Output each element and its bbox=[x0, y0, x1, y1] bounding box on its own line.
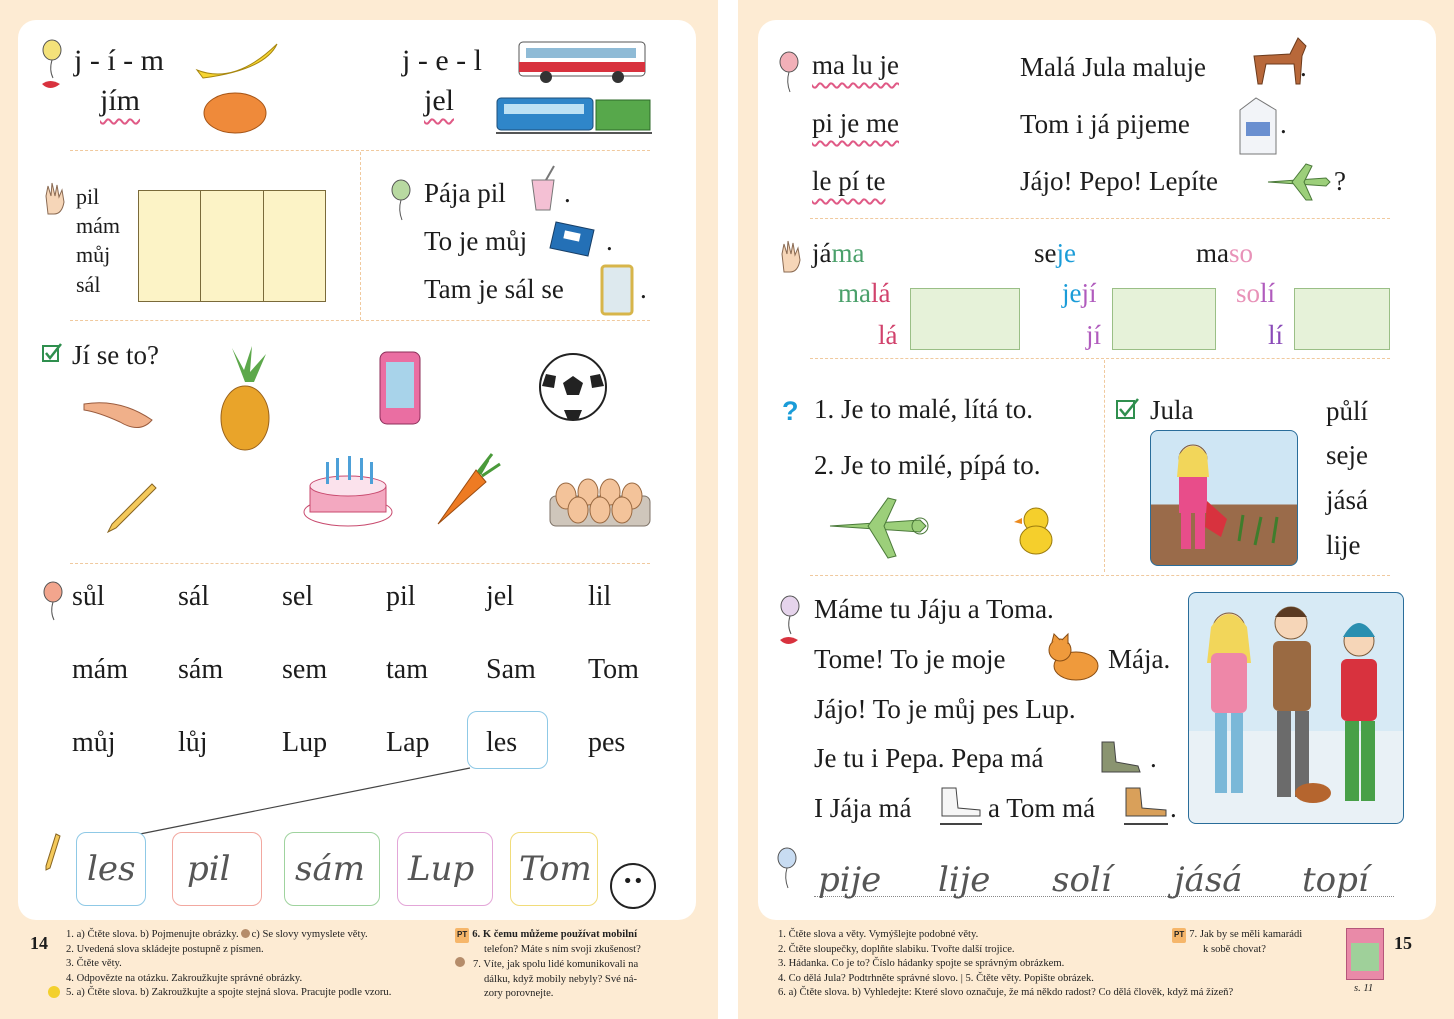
word-jim: jím bbox=[100, 84, 141, 117]
grid-word[interactable]: lůj bbox=[178, 727, 208, 758]
instruction-line: 2. Uvedená slova skládejte postupně z písmen. bbox=[66, 943, 264, 955]
cursive-box[interactable] bbox=[510, 832, 598, 906]
cursive-word: pil bbox=[187, 849, 231, 889]
cursive-box[interactable] bbox=[76, 832, 146, 906]
pt-badge: PT bbox=[1172, 928, 1186, 943]
checkbox-icon bbox=[1116, 398, 1140, 422]
cake-image[interactable] bbox=[302, 454, 394, 530]
hand-word: pil bbox=[76, 184, 100, 209]
syllable-colored: lá bbox=[871, 278, 891, 308]
smiley-icon[interactable]: •• bbox=[610, 863, 656, 909]
syllable-colored: lí bbox=[1260, 278, 1276, 308]
grid-word[interactable]: můj bbox=[72, 727, 116, 758]
instruction-line: 7. Víte, jak spolu lidé komunikovali na bbox=[473, 959, 639, 970]
hand-icon bbox=[42, 180, 66, 216]
column-bottom: lí bbox=[1268, 320, 1284, 350]
word-jel: jel bbox=[424, 84, 454, 117]
notebook-image bbox=[550, 218, 602, 258]
instruction-line: 4. Odpovězte na otázku. Zakroužkujte správné obrázky. bbox=[66, 972, 303, 984]
grid-word[interactable]: lil bbox=[588, 581, 612, 612]
instruction-line: 6. a) Čtěte slova. b) Vyhledejte: Které slovo označuje, že má někdo radost? Co dělá člověk, když má žízeň? bbox=[778, 987, 1234, 998]
syllable-colored: ma bbox=[831, 238, 865, 268]
side-instructions bbox=[1172, 928, 1342, 957]
face-icon bbox=[241, 929, 250, 938]
pineapple-image[interactable] bbox=[216, 346, 274, 452]
instruction-line: 6. K čemu můžeme používat mobilní bbox=[472, 929, 638, 940]
syllable-word: pi je me bbox=[812, 108, 899, 138]
thumbnail-art bbox=[1351, 943, 1379, 971]
fill-in-box[interactable] bbox=[1112, 288, 1216, 350]
ice-skates-image bbox=[936, 786, 986, 828]
story-line: Je tu i Pepa. Pepa má bbox=[814, 743, 1044, 773]
smiley-small-icon bbox=[48, 986, 60, 998]
balloon-icon bbox=[40, 40, 66, 96]
instruction-line: 4. Co dělá Jula? Podtrhněte správné slovo. | 5. Čtěte věty. Popište obrázek. bbox=[778, 972, 1094, 984]
divider bbox=[810, 218, 1390, 219]
mirror-image bbox=[600, 264, 634, 316]
instruction-line: telefon? Máte s ním svoji zkušenost? bbox=[484, 943, 641, 955]
period: . bbox=[1300, 52, 1307, 82]
syllable-colored: je bbox=[1056, 238, 1076, 268]
divider bbox=[360, 152, 361, 320]
cursive-word: Lup bbox=[408, 849, 475, 889]
grid-word[interactable]: pil bbox=[386, 581, 416, 612]
verb-option[interactable]: lije bbox=[1326, 530, 1361, 560]
period: . bbox=[564, 178, 571, 208]
milkshake-image bbox=[528, 166, 558, 214]
verb-option[interactable]: jásá bbox=[1326, 485, 1368, 515]
syllable-word: ma lu je bbox=[812, 50, 899, 80]
cursive-word: lije bbox=[938, 860, 991, 900]
column-top bbox=[1034, 240, 1076, 267]
boots-image bbox=[1098, 738, 1146, 776]
instruction-line: dálku, když mobily nebyly? Své ná- bbox=[484, 973, 637, 985]
period: . bbox=[1280, 109, 1287, 139]
checkbox-icon bbox=[42, 343, 62, 363]
page-number: 14 bbox=[30, 933, 48, 953]
instruction-line: 3. Hádanka. Co je to? Číslo hádanky spojte se správným obrázkem. bbox=[778, 958, 1065, 969]
banana-image bbox=[195, 40, 285, 85]
instruction-line: c) Se slovy vymyslete věty. bbox=[251, 929, 368, 940]
connector-line bbox=[0, 0, 1, 1]
cursive-word: sám bbox=[295, 849, 365, 889]
divider bbox=[70, 563, 650, 564]
cursive-word: jásá bbox=[1174, 860, 1243, 900]
period: . bbox=[640, 274, 647, 304]
airplane-image[interactable] bbox=[828, 496, 928, 560]
instruction-line: 3. Čtěte věty. bbox=[66, 958, 122, 969]
cat-image bbox=[1046, 632, 1106, 684]
column-mid bbox=[1062, 280, 1097, 307]
divider bbox=[70, 320, 650, 321]
divider bbox=[810, 358, 1390, 359]
grid-word[interactable]: Lap bbox=[386, 727, 430, 758]
grid-word[interactable]: sůl bbox=[72, 581, 105, 612]
balloon-icon bbox=[776, 848, 798, 892]
question: Jí se to? bbox=[72, 340, 159, 370]
grid-word[interactable]: pes bbox=[588, 727, 626, 758]
letter-grid[interactable] bbox=[138, 190, 326, 302]
jula-label: Jula bbox=[1150, 395, 1194, 425]
cursive-word: solí bbox=[1052, 860, 1112, 900]
tram-image bbox=[496, 96, 652, 136]
syllable-word: le pí te bbox=[812, 166, 886, 196]
grid-word[interactable]: sál bbox=[178, 581, 210, 612]
bun-image bbox=[202, 92, 268, 134]
page-reference: s. 11 bbox=[1354, 983, 1374, 994]
cursive-box[interactable] bbox=[172, 832, 262, 906]
riddle-icon: ? bbox=[782, 396, 799, 426]
pencil-icon bbox=[44, 832, 62, 872]
verb-option[interactable]: půlí bbox=[1326, 396, 1369, 426]
grid-word[interactable]: sem bbox=[282, 654, 328, 685]
column-bottom: jí bbox=[1086, 320, 1102, 350]
grid-word[interactable]: sám bbox=[178, 654, 224, 685]
story-line: a Tom má bbox=[988, 793, 1096, 823]
children-image bbox=[1188, 592, 1404, 824]
carrot-image[interactable] bbox=[436, 452, 502, 526]
grid-word[interactable]: jel bbox=[486, 581, 514, 612]
eggs-image[interactable] bbox=[548, 466, 652, 532]
story-line: Tome! To je moje bbox=[814, 644, 1006, 674]
fill-in-box[interactable] bbox=[1294, 288, 1390, 350]
syllable-colored: jí bbox=[1081, 278, 1097, 308]
face-icon bbox=[455, 957, 465, 967]
cursive-word: pije bbox=[818, 860, 882, 900]
book-thumbnail[interactable] bbox=[1346, 928, 1384, 980]
grid-word[interactable]: Sam bbox=[486, 654, 536, 685]
hand-icon bbox=[778, 238, 802, 274]
instruction-line: 1. Čtěte slova a věty. Vymýšlejte podobné věty. bbox=[778, 929, 979, 940]
grid-word[interactable]: Tom bbox=[588, 654, 639, 685]
instruction-line: 1. a) Čtěte slova. b) Pojmenujte obrázky. bbox=[66, 929, 239, 940]
hand-word: mám bbox=[76, 213, 120, 238]
sentence: Jájo! Pepo! Lepíte bbox=[1020, 166, 1218, 196]
column-top bbox=[1196, 240, 1253, 267]
divider bbox=[70, 150, 650, 151]
side-instructions bbox=[455, 928, 675, 1002]
grid-line bbox=[263, 191, 264, 301]
column-mid bbox=[838, 280, 891, 307]
period: . bbox=[1150, 743, 1157, 773]
sentence: Tom i já pijeme bbox=[1020, 109, 1190, 139]
grid-word[interactable]: sel bbox=[282, 581, 314, 612]
balloon-icon bbox=[390, 180, 412, 224]
divider bbox=[810, 575, 1390, 576]
story-line: Máme tu Jáju a Toma. bbox=[814, 594, 1054, 624]
syllable: ma bbox=[1196, 238, 1229, 268]
ball-image[interactable] bbox=[538, 352, 608, 422]
sentence-3: Tam je sál se bbox=[424, 274, 564, 304]
grid-word[interactable]: Lup bbox=[282, 727, 328, 758]
grid-line bbox=[200, 191, 201, 301]
syllable-colored: so bbox=[1229, 238, 1254, 268]
syllable-colored: so bbox=[1236, 278, 1261, 308]
period: . bbox=[1170, 793, 1177, 823]
balloon-icon bbox=[42, 582, 64, 622]
spell-word-1: j - í - m bbox=[74, 44, 164, 77]
spell-word-2: j - e - l bbox=[402, 44, 482, 77]
balloon-icon bbox=[778, 596, 804, 652]
syllable-colored: ma bbox=[838, 278, 871, 308]
fill-in-box[interactable] bbox=[910, 288, 1020, 350]
grid-word[interactable]: mám bbox=[72, 654, 128, 685]
gutter bbox=[718, 0, 738, 1019]
question-mark: ? bbox=[1334, 166, 1346, 196]
instruction-line: 5. a) Čtěte slova. b) Zakroužkujte a spojte stejná slova. Pracujte podle vzoru. bbox=[66, 987, 392, 998]
girl-illustration bbox=[1151, 431, 1297, 565]
grid-word[interactable]: les bbox=[486, 727, 518, 758]
cursive-box[interactable] bbox=[284, 832, 380, 906]
story-line: Mája. bbox=[1108, 644, 1171, 674]
airplane-image bbox=[1266, 162, 1332, 202]
milk-carton-image bbox=[1236, 96, 1280, 156]
instruction-line: 2. Čtěte sloupečky, doplňte slabiku. Tvořte další trojice. bbox=[778, 943, 1015, 955]
pencil-image[interactable] bbox=[106, 480, 158, 534]
instructions bbox=[66, 928, 456, 1001]
instruction-line: 7. Jak by se měli kamarádi bbox=[1189, 929, 1303, 940]
column-bottom: lá bbox=[878, 320, 898, 350]
grid-word[interactable]: tam bbox=[386, 654, 428, 685]
jula-image bbox=[1150, 430, 1298, 566]
syllable: já bbox=[812, 238, 832, 268]
syllable-colored: je bbox=[1062, 278, 1082, 308]
verb-option[interactable]: seje bbox=[1326, 440, 1368, 470]
page-number: 15 bbox=[1394, 933, 1412, 953]
children-illustration bbox=[1189, 593, 1403, 823]
hand-word: sál bbox=[76, 272, 101, 297]
riddle: 1. Je to malé, lítá to. bbox=[814, 394, 1033, 424]
balloon-icon bbox=[778, 52, 800, 94]
sausage-image[interactable] bbox=[80, 392, 156, 436]
cursive-word: topí bbox=[1302, 860, 1369, 900]
bus-image bbox=[518, 40, 648, 84]
pt-badge: PT bbox=[455, 928, 469, 943]
syllable: se bbox=[1034, 238, 1057, 268]
cursive-word: les bbox=[87, 849, 136, 889]
story-line: I Jája má bbox=[814, 793, 912, 823]
hockey-skates-image bbox=[1120, 786, 1172, 828]
column-top bbox=[812, 240, 865, 267]
divider bbox=[1104, 360, 1105, 572]
riddle: 2. Je to milé, pípá to. bbox=[814, 450, 1041, 480]
cursive-box[interactable] bbox=[397, 832, 493, 906]
hand-word: můj bbox=[76, 242, 111, 267]
column-mid bbox=[1236, 280, 1275, 307]
sentence-2: To je můj bbox=[424, 226, 528, 256]
period: . bbox=[606, 226, 613, 256]
instruction-line: zory porovnejte. bbox=[484, 988, 554, 999]
chick-image[interactable] bbox=[1012, 504, 1058, 558]
cursive-word: Tom bbox=[519, 849, 592, 889]
sentence-1: Pája pil bbox=[424, 178, 506, 208]
phone-image[interactable] bbox=[378, 350, 422, 426]
story-line: Jájo! To je můj pes Lup. bbox=[814, 694, 1076, 724]
sentence: Malá Jula maluje bbox=[1020, 52, 1206, 82]
instruction-line: k sobě chovat? bbox=[1203, 943, 1266, 955]
